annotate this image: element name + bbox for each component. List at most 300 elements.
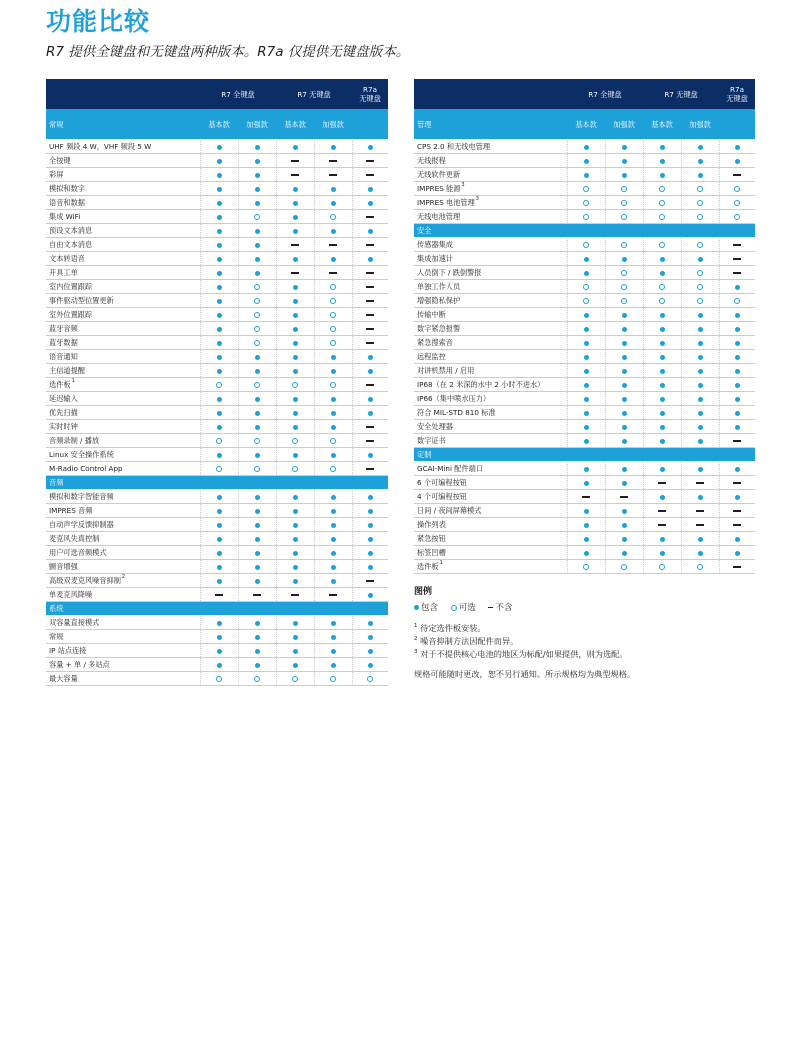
availability-cell	[719, 238, 755, 252]
availability-cell	[238, 518, 276, 532]
availability-cell	[314, 644, 352, 658]
table-row	[414, 560, 755, 574]
table-row	[414, 182, 755, 196]
availability-cell	[605, 280, 643, 294]
feature-label-text: 容量 + 单 / 多站点	[49, 660, 110, 669]
feature-label	[46, 336, 200, 350]
table-row	[414, 336, 755, 350]
availability-cell	[314, 588, 352, 602]
availability-cell	[238, 350, 276, 364]
not-included-dash-icon	[366, 244, 374, 245]
not-included-dash-icon	[620, 496, 628, 497]
included-dot-icon	[331, 551, 336, 556]
optional-ring-icon	[330, 466, 336, 472]
included-dot-icon	[331, 509, 336, 514]
included-dot-icon	[217, 509, 222, 514]
tier-header-cell	[238, 602, 276, 616]
feature-label	[46, 560, 200, 574]
not-included-dash-icon	[366, 160, 374, 161]
availability-cell	[719, 182, 755, 196]
optional-ring-icon	[583, 186, 589, 192]
feature-label	[414, 252, 567, 266]
included-dot-icon	[293, 341, 298, 346]
availability-cell	[314, 308, 352, 322]
footnote-number: 3	[414, 649, 418, 655]
feature-label	[46, 574, 200, 588]
availability-cell	[352, 238, 388, 252]
feature-label	[414, 490, 567, 504]
availability-cell	[352, 210, 388, 224]
included-dot-icon	[368, 257, 373, 262]
optional-ring-icon	[216, 466, 222, 472]
optional-ring-icon	[292, 438, 298, 444]
included-dot-icon	[217, 271, 222, 276]
availability-cell	[276, 210, 314, 224]
feature-label-text: 优先扫描	[49, 408, 78, 417]
table-row	[414, 322, 755, 336]
feature-label	[46, 224, 200, 238]
availability-cell	[567, 504, 605, 518]
availability-cell	[314, 658, 352, 672]
included-dot-icon	[331, 187, 336, 192]
legend	[414, 584, 774, 680]
included-dot-icon	[293, 201, 298, 206]
included-dot-icon	[217, 215, 222, 220]
availability-cell	[238, 210, 276, 224]
included-dot-icon	[255, 425, 260, 430]
availability-cell	[352, 462, 388, 476]
tier-header-cell: 基本款	[200, 109, 238, 140]
included-dot-icon	[331, 579, 336, 584]
availability-cell	[200, 210, 238, 224]
included-dot-icon	[735, 425, 740, 430]
availability-cell	[276, 532, 314, 546]
availability-cell	[681, 140, 719, 154]
availability-cell	[681, 252, 719, 266]
availability-cell	[276, 448, 314, 462]
feature-label	[414, 294, 567, 308]
availability-cell	[314, 420, 352, 434]
optional-ring-icon	[621, 564, 627, 570]
availability-cell	[352, 140, 388, 154]
availability-cell	[567, 490, 605, 504]
optional-ring-icon	[330, 312, 336, 318]
section-header-row	[46, 476, 388, 490]
availability-cell	[238, 252, 276, 266]
footnote-ref: 1	[71, 378, 75, 384]
availability-cell	[352, 420, 388, 434]
included-dot-icon	[331, 621, 336, 626]
table-row	[46, 462, 388, 476]
availability-cell	[314, 434, 352, 448]
availability-cell	[276, 630, 314, 644]
availability-cell	[681, 238, 719, 252]
not-included-dash-icon	[291, 594, 299, 595]
availability-cell	[567, 322, 605, 336]
availability-cell	[276, 322, 314, 336]
included-dot-icon	[698, 341, 703, 346]
availability-cell	[314, 224, 352, 238]
not-included-dash-icon	[366, 468, 374, 469]
availability-cell	[352, 588, 388, 602]
availability-cell	[200, 308, 238, 322]
tier-header-cell: 基本款	[276, 109, 314, 140]
feature-label-text: IP 站点连接	[49, 646, 87, 655]
availability-cell	[643, 434, 681, 448]
included-dot-icon	[217, 159, 222, 164]
feature-label-text: 紧急按钮	[417, 534, 446, 543]
feature-label	[46, 616, 200, 630]
feature-label-text: 无线报程	[417, 156, 446, 165]
column-group-header	[352, 79, 388, 109]
tier-header-cell	[276, 602, 314, 616]
footnote-text: 噪音抑制方法因配件而异。	[420, 636, 519, 646]
availability-cell	[643, 182, 681, 196]
header-blank-cell	[414, 79, 567, 109]
footnote-text: 待定选件板安装。	[420, 623, 486, 633]
availability-cell	[238, 406, 276, 420]
availability-cell	[238, 154, 276, 168]
table-row	[46, 154, 388, 168]
optional-ring-icon	[330, 214, 336, 220]
optional-ring-icon	[254, 298, 260, 304]
availability-cell	[314, 168, 352, 182]
feature-label-text: 集成 WiFi	[49, 212, 81, 221]
included-dot-icon	[217, 663, 222, 668]
availability-cell	[605, 532, 643, 546]
included-dot-icon	[255, 579, 260, 584]
availability-cell	[276, 588, 314, 602]
availability-cell	[352, 504, 388, 518]
availability-cell	[567, 560, 605, 574]
included-dot-icon	[217, 649, 222, 654]
included-dot-icon	[735, 383, 740, 388]
availability-cell	[314, 630, 352, 644]
table-row	[414, 168, 755, 182]
feature-label	[46, 168, 200, 182]
included-dot-icon	[293, 663, 298, 668]
availability-cell	[681, 322, 719, 336]
feature-label	[414, 476, 567, 490]
availability-cell	[276, 504, 314, 518]
availability-cell	[719, 504, 755, 518]
feature-label-text: 颤音增强	[49, 562, 78, 571]
availability-cell	[719, 252, 755, 266]
availability-cell	[314, 518, 352, 532]
optional-ring-icon	[367, 676, 373, 682]
feature-label	[46, 266, 200, 280]
availability-cell	[200, 644, 238, 658]
feature-label	[46, 504, 200, 518]
optional-ring-icon	[621, 214, 627, 220]
feature-label-text: 无线软件更新	[417, 170, 461, 179]
feature-label-text: 模拟和数字智能音频	[49, 492, 114, 501]
included-dot-icon	[368, 649, 373, 654]
availability-cell	[352, 658, 388, 672]
included-dot-icon	[622, 327, 627, 332]
feature-label	[46, 434, 200, 448]
table-row	[46, 434, 388, 448]
availability-cell	[314, 336, 352, 350]
feature-label	[414, 322, 567, 336]
optional-ring-icon	[216, 438, 222, 444]
included-dot-icon	[293, 355, 298, 360]
availability-cell	[643, 210, 681, 224]
feature-label-text: UHF 频段 4 W，VHF 频段 5 W	[49, 142, 152, 151]
included-dot-icon	[293, 215, 298, 220]
tier-header-cell	[314, 476, 352, 490]
not-included-dash-icon	[329, 272, 337, 273]
feature-label-text: 常规	[49, 632, 64, 641]
availability-cell	[238, 140, 276, 154]
included-dot-icon	[698, 257, 703, 262]
feature-label	[414, 504, 567, 518]
availability-cell	[314, 154, 352, 168]
included-dot-icon	[735, 537, 740, 542]
availability-cell	[719, 336, 755, 350]
included-dot-icon	[735, 313, 740, 318]
footnote-number: 2	[414, 636, 418, 642]
included-dot-icon	[217, 299, 222, 304]
availability-cell	[643, 280, 681, 294]
table-row	[46, 350, 388, 364]
included-dot-icon	[255, 187, 260, 192]
availability-cell	[238, 182, 276, 196]
table-row	[414, 266, 755, 280]
availability-cell	[719, 420, 755, 434]
table-row	[46, 266, 388, 280]
included-dot-icon	[660, 383, 665, 388]
included-dot-icon	[293, 551, 298, 556]
tier-header-cell	[567, 224, 605, 238]
availability-cell	[643, 252, 681, 266]
availability-cell	[643, 378, 681, 392]
optional-ring-icon	[659, 284, 665, 290]
availability-cell	[238, 672, 276, 686]
availability-cell	[643, 154, 681, 168]
included-dot-icon	[293, 369, 298, 374]
availability-cell	[643, 476, 681, 490]
included-dot-icon	[584, 425, 589, 430]
included-dot-icon	[660, 495, 665, 500]
feature-label-text: 事件驱动型位置更新	[49, 296, 114, 305]
included-dot-icon	[293, 327, 298, 332]
feature-label-text: 室内位置跟踪	[49, 282, 93, 291]
included-dot-icon	[735, 145, 740, 150]
availability-cell	[276, 140, 314, 154]
included-dot-icon	[584, 271, 589, 276]
optional-ring-icon	[697, 242, 703, 248]
optional-ring-icon	[583, 564, 589, 570]
availability-cell	[238, 574, 276, 588]
optional-ring-icon	[254, 312, 260, 318]
feature-label-text: 语音通知	[49, 352, 78, 361]
included-dot-icon	[698, 327, 703, 332]
included-dot-icon	[331, 369, 336, 374]
feature-label-text: 麦克风失真控制	[49, 534, 100, 543]
availability-cell	[238, 546, 276, 560]
included-dot-icon	[331, 523, 336, 528]
optional-ring-icon	[734, 200, 740, 206]
availability-cell	[567, 392, 605, 406]
availability-cell	[567, 238, 605, 252]
optional-ring-icon	[659, 242, 665, 248]
header-blank-cell	[46, 79, 200, 109]
availability-cell	[605, 182, 643, 196]
availability-cell	[567, 406, 605, 420]
feature-label-text: 音频录制 / 播放	[49, 436, 100, 445]
optional-ring-icon	[659, 298, 665, 304]
included-dot-icon	[698, 551, 703, 556]
availability-cell	[605, 490, 643, 504]
table-row	[46, 420, 388, 434]
included-dot-icon	[622, 341, 627, 346]
availability-cell	[352, 224, 388, 238]
availability-cell	[200, 532, 238, 546]
availability-cell	[352, 336, 388, 350]
availability-cell	[605, 168, 643, 182]
availability-cell	[567, 476, 605, 490]
availability-cell	[200, 168, 238, 182]
feature-label-text: 蓝牙音频	[49, 324, 78, 333]
table-row	[46, 322, 388, 336]
tier-header-cell	[681, 448, 719, 462]
availability-cell	[200, 434, 238, 448]
included-dot-icon	[368, 397, 373, 402]
availability-cell	[200, 490, 238, 504]
optional-ring-icon	[621, 200, 627, 206]
column-group-header-line: 无键盘	[359, 94, 381, 103]
availability-cell	[719, 392, 755, 406]
included-dot-icon	[255, 355, 260, 360]
optional-ring-icon	[697, 284, 703, 290]
availability-cell	[681, 476, 719, 490]
included-dot-icon	[293, 411, 298, 416]
feature-label-text: 无线电池管理	[417, 212, 461, 221]
availability-cell	[276, 154, 314, 168]
availability-cell	[605, 518, 643, 532]
availability-cell	[643, 140, 681, 154]
availability-cell	[352, 518, 388, 532]
availability-cell	[314, 196, 352, 210]
feature-label	[414, 350, 567, 364]
availability-cell	[567, 546, 605, 560]
included-dot-icon	[622, 439, 627, 444]
not-included-dash-icon	[253, 594, 261, 595]
table-row	[46, 140, 388, 154]
table-row	[414, 546, 755, 560]
availability-cell	[238, 364, 276, 378]
table-row	[46, 280, 388, 294]
availability-cell	[276, 224, 314, 238]
tier-header-cell	[719, 109, 755, 140]
feature-label	[46, 420, 200, 434]
optional-ring-icon	[254, 340, 260, 346]
availability-cell	[352, 560, 388, 574]
not-included-dash-icon	[366, 216, 374, 217]
included-dot-icon	[622, 551, 627, 556]
optional-ring-icon	[292, 466, 298, 472]
availability-cell	[681, 308, 719, 322]
included-dot-icon	[622, 509, 627, 514]
feature-label	[414, 140, 567, 154]
availability-cell	[238, 616, 276, 630]
availability-cell	[719, 364, 755, 378]
included-dot-icon	[217, 579, 222, 584]
included-dot-icon	[660, 439, 665, 444]
availability-cell	[200, 462, 238, 476]
availability-cell	[276, 266, 314, 280]
feature-label	[46, 588, 200, 602]
included-dot-icon	[584, 383, 589, 388]
included-dot-icon	[255, 495, 260, 500]
included-dot-icon	[622, 523, 627, 528]
included-dot-icon	[255, 565, 260, 570]
availability-cell	[276, 644, 314, 658]
included-dot-icon	[368, 509, 373, 514]
optional-ring-icon	[583, 214, 589, 220]
availability-cell	[314, 574, 352, 588]
feature-label	[414, 266, 567, 280]
availability-cell	[643, 294, 681, 308]
availability-cell	[238, 588, 276, 602]
included-dot-icon	[331, 425, 336, 430]
included-dot-icon	[255, 523, 260, 528]
feature-label	[46, 546, 200, 560]
column-group-header-line: 无键盘	[726, 94, 748, 103]
table-row	[414, 476, 755, 490]
availability-cell	[200, 322, 238, 336]
availability-cell	[605, 350, 643, 364]
availability-cell	[605, 462, 643, 476]
included-dot-icon	[414, 605, 419, 610]
availability-cell	[276, 434, 314, 448]
table-row	[46, 224, 388, 238]
table-row	[46, 588, 388, 602]
feature-label-text: 自动声学反馈抑制器	[49, 520, 114, 529]
tier-header-cell: 加强款	[314, 109, 352, 140]
availability-cell	[719, 196, 755, 210]
feature-label-text: 远程监控	[417, 352, 446, 361]
optional-ring-icon	[621, 242, 627, 248]
included-dot-icon	[660, 369, 665, 374]
included-dot-icon	[735, 369, 740, 374]
availability-cell	[352, 378, 388, 392]
not-included-dash-icon	[366, 314, 374, 315]
included-dot-icon	[698, 439, 703, 444]
availability-cell	[352, 154, 388, 168]
tier-header-cell: 加强款	[681, 109, 719, 140]
included-dot-icon	[255, 621, 260, 626]
included-dot-icon	[735, 355, 740, 360]
feature-label-text: 数字证书	[417, 436, 446, 445]
included-dot-icon	[331, 145, 336, 150]
included-dot-icon	[698, 495, 703, 500]
availability-cell	[200, 238, 238, 252]
feature-label-text: Linux 安全操作系统	[49, 450, 114, 459]
feature-label	[414, 518, 567, 532]
feature-label	[414, 546, 567, 560]
feature-label-text: 彩屏	[49, 170, 64, 179]
availability-cell	[567, 518, 605, 532]
feature-label	[414, 434, 567, 448]
not-included-dash-icon	[733, 174, 741, 175]
included-dot-icon	[660, 341, 665, 346]
table-row	[46, 210, 388, 224]
availability-cell	[238, 294, 276, 308]
availability-cell	[276, 462, 314, 476]
table-row	[46, 504, 388, 518]
